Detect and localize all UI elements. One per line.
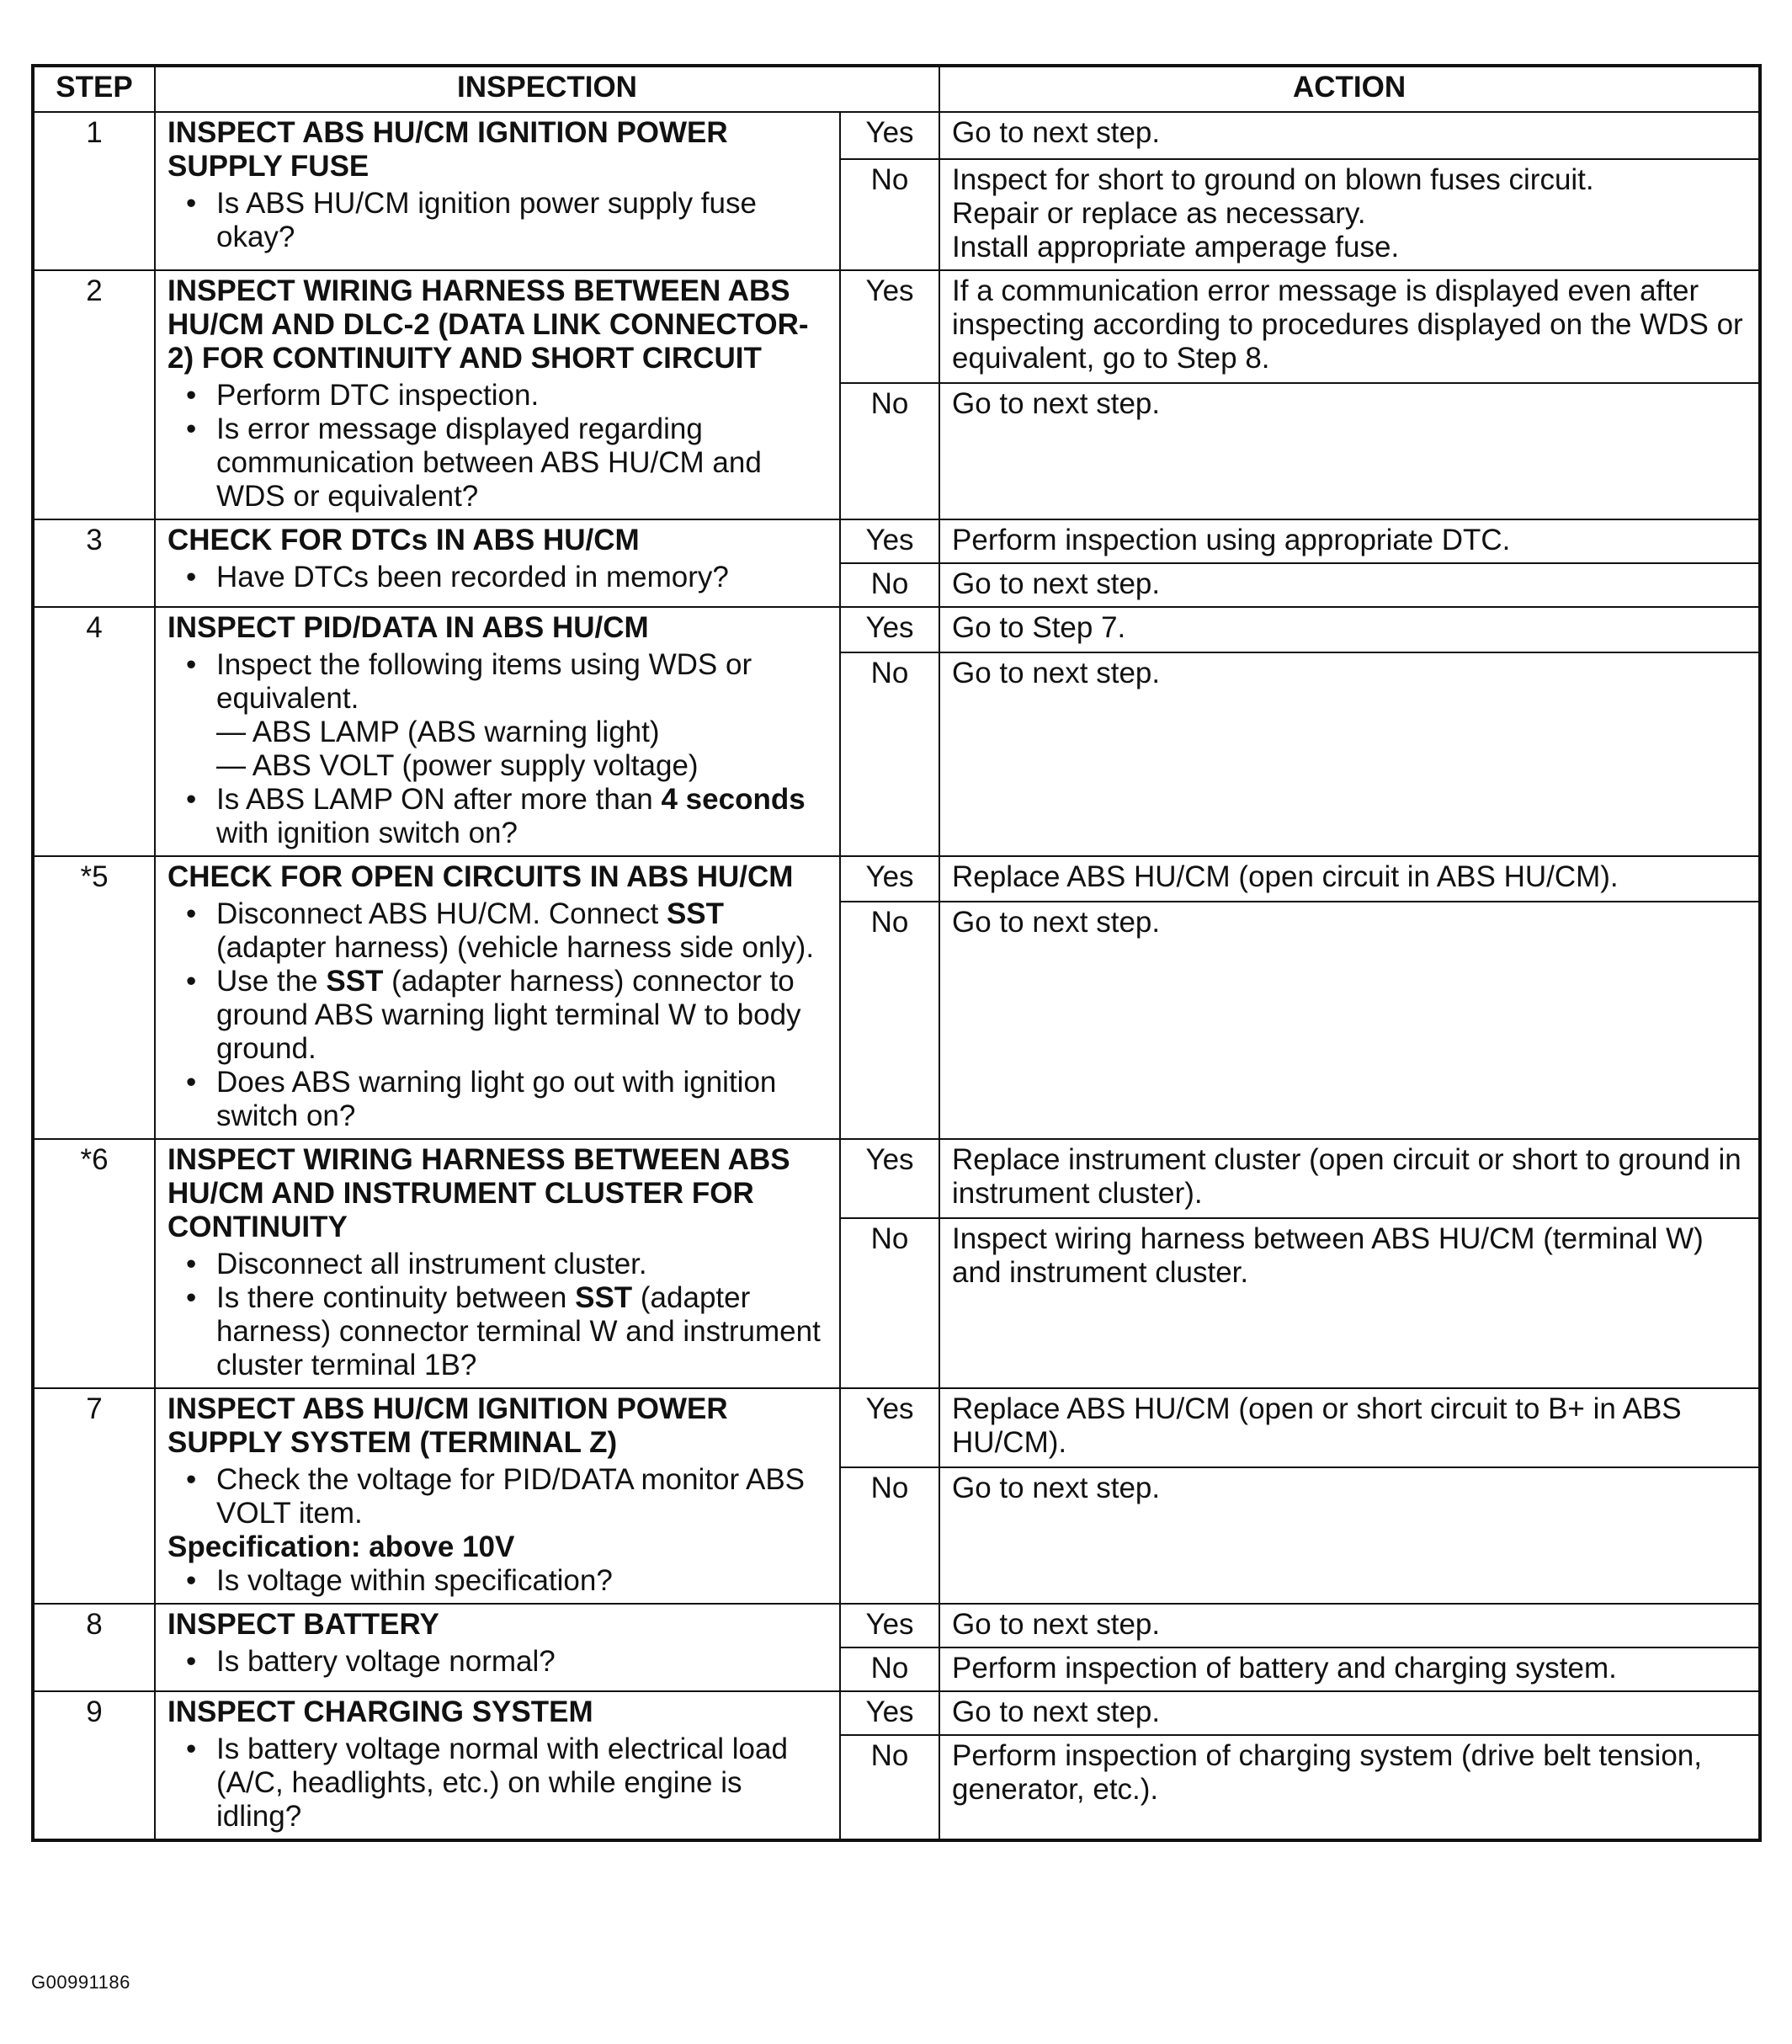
bullet-icon: • [186, 187, 197, 220]
header-row [33, 66, 1760, 112]
action-text: Go to next step. [952, 657, 1161, 689]
no-action [939, 652, 1760, 856]
inspection-cell [155, 856, 840, 1139]
bullet-text: Use the [216, 965, 327, 998]
inspection-bullet [168, 561, 827, 594]
yes-label: Yes [840, 607, 939, 652]
yes-action [939, 112, 1760, 159]
header-step: STEP [33, 66, 155, 112]
table-row-step-5 [33, 856, 1760, 902]
bullet-text: Is there continuity between [216, 1281, 576, 1314]
step-number: 1 [33, 112, 155, 270]
action-text: Repair or replace as necessary. [952, 197, 1366, 230]
table-row-step-4 [33, 607, 1760, 652]
yes-action [939, 1139, 1760, 1218]
bullet-text: (adapter harness) (vehicle harness side only). [216, 931, 815, 964]
yes-action [939, 519, 1760, 563]
action-text: Go to next step. [952, 1608, 1161, 1641]
inspection-cell [155, 1139, 840, 1388]
inspection-title: INSPECT ABS HU/CM IGNITION POWER SUPPLY FUSE [168, 116, 728, 183]
bullet-icon: • [186, 1645, 197, 1678]
yes-label: Yes [840, 1139, 939, 1218]
table-row-step-6 [33, 1139, 1760, 1218]
no-action [939, 1647, 1760, 1691]
inspection-title: INSPECT ABS HU/CM IGNITION POWER SUPPLY SYSTEM (TERMINAL Z) [168, 1392, 728, 1459]
inspection-title: CHECK FOR DTCs IN ABS HU/CM [168, 524, 640, 556]
yes-label: Yes [840, 1604, 939, 1647]
table-row-step-9 [33, 1691, 1760, 1735]
yes-label: Yes [840, 270, 939, 383]
bullet-icon: • [186, 897, 197, 930]
bullet-text: Is battery voltage normal? [216, 1645, 556, 1678]
bullet-text: Check the voltage for PID/DATA monitor ABS VOLT item. [216, 1463, 806, 1530]
inspection-title: INSPECT WIRING HARNESS BETWEEN ABS HU/CM AND DLC-2 (DATA LINK CONNECTOR-2) FOR CONTINUITY AND SHORT CIRCUIT [168, 274, 809, 375]
yes-action [939, 270, 1760, 383]
bullet-text: Perform DTC inspection. [216, 379, 540, 412]
inspection-cell [155, 607, 840, 856]
bullet-text: (adapter harness) connector to ground ABS warning light terminal W to body ground. [216, 965, 801, 1065]
action-text: Go to next step. [952, 906, 1161, 939]
bullet-text: Is voltage within specification? [216, 1564, 613, 1597]
bullet-text: Is battery voltage normal with electrical load (A/C, headlights, etc.) on while engine is idling? [216, 1733, 788, 1833]
no-label: No [840, 159, 939, 270]
bullet-icon: • [186, 1281, 197, 1314]
bold-text: SST [326, 965, 384, 998]
action-text: Go to next step. [952, 1472, 1161, 1504]
table-row-step-1 [33, 112, 1760, 159]
bullet-text: Is error message displayed regarding communication between ABS HU/CM and WDS or equivalent? [216, 413, 762, 513]
no-label: No [840, 383, 939, 519]
step-number: 2 [33, 270, 155, 519]
action-text: Go to next step. [952, 567, 1161, 600]
inspection-title: INSPECT BATTERY [168, 1608, 439, 1641]
bullet-text: Disconnect ABS HU/CM. Connect [216, 897, 667, 930]
no-action [939, 1467, 1760, 1604]
step-number: 4 [33, 607, 155, 856]
inspection-bullet [168, 379, 827, 413]
yes-label: Yes [840, 519, 939, 563]
no-label: No [840, 563, 939, 607]
action-text: Perform inspection of charging system (drive belt tension, generator, etc.). [952, 1739, 1702, 1806]
inspection-cell [155, 270, 840, 519]
bullet-icon: • [186, 1564, 197, 1597]
bullet-icon: • [186, 783, 197, 816]
bold-text: 4 seconds [661, 783, 806, 816]
bullet-text: Disconnect all instrument cluster. [216, 1248, 647, 1280]
step-number: 7 [33, 1388, 155, 1604]
step-number: 9 [33, 1691, 155, 1840]
bullet-icon: • [186, 561, 197, 594]
inspection-bullet [168, 648, 827, 716]
no-label: No [840, 902, 939, 1139]
no-action [939, 383, 1760, 519]
no-action [939, 1735, 1760, 1840]
step-number: 3 [33, 519, 155, 607]
yes-action [939, 856, 1760, 902]
header-action: ACTION [939, 66, 1760, 112]
table-row-step-2 [33, 270, 1760, 383]
bullet-text: Does ABS warning light go out with ignition switch on? [216, 1066, 777, 1132]
inspection-bullet [168, 1564, 827, 1598]
bullet-icon: • [186, 1733, 197, 1765]
header-inspection: INSPECTION [155, 66, 939, 112]
bold-text: SST [575, 1281, 633, 1314]
yes-label: Yes [840, 856, 939, 902]
bullet-text: Have DTCs been recorded in memory? [216, 561, 729, 594]
inspection-bullet [168, 897, 827, 965]
bullet-icon: • [186, 1248, 197, 1280]
bullet-text: with ignition switch on? [216, 817, 518, 849]
yes-label: Yes [840, 1691, 939, 1735]
no-action [939, 902, 1760, 1139]
table-row-step-8 [33, 1604, 1760, 1647]
action-text: Perform inspection using appropriate DTC. [952, 524, 1511, 556]
no-label: No [840, 1218, 939, 1388]
no-label: No [840, 1467, 939, 1604]
action-text: Replace ABS HU/CM (open or short circuit to B+ in ABS HU/CM). [952, 1392, 1682, 1459]
inspection-bullet [168, 965, 827, 1066]
inspection-cell [155, 112, 840, 270]
step-number: *6 [33, 1139, 155, 1388]
no-action [939, 563, 1760, 607]
sub-item: — ABS LAMP (ABS warning light) [216, 716, 660, 748]
yes-action [939, 1691, 1760, 1735]
no-action [939, 159, 1760, 270]
yes-action [939, 1604, 1760, 1647]
figure-code: G00991186 [31, 1972, 130, 1993]
inspection-bullet [168, 1733, 827, 1834]
bullet-text: Inspect the following items using WDS or equivalent. [216, 648, 752, 715]
inspection-bullet [168, 1281, 827, 1382]
inspection-bullet [168, 1645, 827, 1679]
inspection-cell [155, 1388, 840, 1604]
inspection-bullet [168, 1066, 827, 1133]
inspection-title: INSPECT CHARGING SYSTEM [168, 1695, 593, 1728]
action-text: Replace instrument cluster (open circuit or short to ground in instrument cluster). [952, 1143, 1741, 1210]
bullet-text: (adapter harness) connector terminal W and instrument cluster terminal 1B? [216, 1281, 821, 1381]
action-text: Perform inspection of battery and charging system. [952, 1652, 1617, 1685]
table-row-step-3 [33, 519, 1760, 563]
bullet-icon: • [186, 1463, 197, 1496]
bullet-icon: • [186, 413, 197, 445]
inspection-bullet [168, 1463, 827, 1530]
action-text: Install appropriate amperage fuse. [952, 231, 1400, 263]
inspection-title: INSPECT WIRING HARNESS BETWEEN ABS HU/CM AND INSTRUMENT CLUSTER FOR CONTINUITY [168, 1143, 790, 1243]
step-number: 8 [33, 1604, 155, 1691]
step-number: *5 [33, 856, 155, 1139]
no-label: No [840, 1735, 939, 1840]
action-text: Go to next step. [952, 116, 1161, 149]
inspection-bullet [168, 187, 827, 254]
inspection-cell [155, 1691, 840, 1840]
yes-action [939, 607, 1760, 652]
yes-label: Yes [840, 1388, 939, 1467]
bullet-icon: • [186, 648, 197, 681]
inspection-cell [155, 1604, 840, 1691]
specification-text: Specification: above 10V [168, 1530, 515, 1563]
inspection-cell [155, 519, 840, 607]
action-text: If a communication error message is displayed even after inspecting according to procedures displayed on the WDS or equivalent, go to Step 8. [952, 274, 1743, 375]
bullet-icon: • [186, 965, 197, 998]
no-label: No [840, 1647, 939, 1691]
inspection-bullet [168, 783, 827, 850]
bullet-icon: • [186, 379, 197, 412]
bullet-icon: • [186, 1066, 197, 1099]
diagnostic-procedure-table [31, 64, 1762, 1842]
yes-action [939, 1388, 1760, 1467]
no-label: No [840, 652, 939, 856]
action-text: Go to next step. [952, 1695, 1161, 1728]
diagnostic-table-container [31, 64, 1758, 1842]
bullet-text: Is ABS LAMP ON after more than [216, 783, 662, 816]
no-action [939, 1218, 1760, 1388]
inspection-bullet [168, 1248, 827, 1281]
bullet-text: Is ABS HU/CM ignition power supply fuse okay? [216, 187, 757, 253]
inspection-title: CHECK FOR OPEN CIRCUITS IN ABS HU/CM [168, 860, 794, 893]
inspection-title: INSPECT PID/DATA IN ABS HU/CM [168, 611, 649, 644]
bold-text: SST [666, 897, 725, 930]
action-text: Go to Step 7. [952, 611, 1126, 644]
action-text: Inspect wiring harness between ABS HU/CM (terminal W) and instrument cluster. [952, 1222, 1704, 1289]
action-text: Replace ABS HU/CM (open circuit in ABS HU/CM). [952, 860, 1619, 893]
sub-item: — ABS VOLT (power supply voltage) [216, 749, 699, 782]
yes-label: Yes [840, 112, 939, 159]
inspection-bullet [168, 413, 827, 514]
action-text: Go to next step. [952, 387, 1161, 420]
table-row-step-7 [33, 1388, 1760, 1467]
action-text: Inspect for short to ground on blown fuses circuit. [952, 163, 1594, 196]
